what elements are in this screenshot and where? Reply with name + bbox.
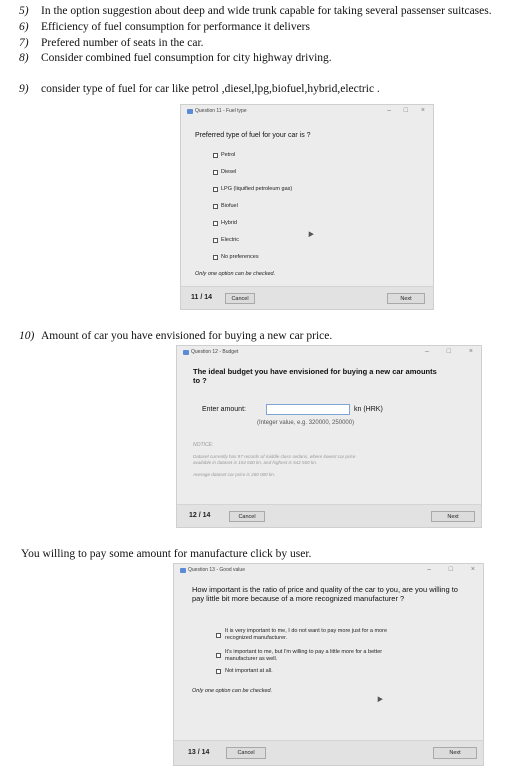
q13-option-3: Not important at all. (225, 668, 273, 674)
q13-checkbox-not-important[interactable] (216, 669, 221, 674)
q11-question: Preferred type of fuel for your car is ? (195, 132, 311, 139)
q12-page-count: 12 / 14 (189, 512, 211, 519)
q11-option-lpg: LPG (liquified petroleum gas) (221, 186, 293, 192)
app-icon (180, 568, 186, 573)
app-icon (183, 350, 189, 355)
q11-window (180, 104, 434, 310)
q11-titlebar (181, 105, 433, 119)
q12-window-title: Question 12 - Budget (191, 349, 239, 355)
q12-currency-label: kn (HRK) (354, 406, 383, 413)
q13-page-count: 13 / 14 (188, 749, 210, 756)
q13-checkbox-important-but-willing[interactable] (216, 653, 221, 658)
q12-notice-line-2: available in dataset is 154 600 kn, and highest is 542 500 kn. (193, 460, 318, 465)
q11-checkbox-hybrid[interactable] (213, 221, 218, 226)
q11-next-button[interactable]: Next (387, 293, 425, 304)
mouse-cursor-icon (306, 230, 314, 237)
q11-option-diesel: Diesel (221, 169, 237, 175)
maximize-icon[interactable]: □ (446, 348, 451, 355)
q11-option-petrol: Petrol (221, 152, 236, 158)
q13-window (173, 563, 484, 766)
q11-option-electric: Electric (221, 237, 240, 243)
q12-notice-title: NOTICE: (193, 442, 214, 448)
q11-checkbox-lpg[interactable] (213, 187, 218, 192)
q13-option-2-line-2: manufacturer as well. (225, 656, 278, 662)
q12-titlebar (177, 346, 481, 360)
minimize-icon[interactable]: – (427, 566, 431, 573)
q13-cancel-button[interactable]: Cancel (226, 747, 266, 759)
minimize-icon[interactable]: – (387, 107, 391, 114)
q12-next-button[interactable]: Next (431, 511, 475, 522)
q11-checkbox-biofuel[interactable] (213, 204, 218, 209)
q13-option-2-line-1: It's important to me, but I'm willing to pay a little more for a better (225, 649, 383, 655)
maximize-icon[interactable]: □ (448, 566, 453, 573)
maximize-icon[interactable]: □ (403, 107, 408, 114)
q13-next-button[interactable]: Next (433, 747, 477, 759)
q12-notice-line-1: Dataset currently has 97 records of middle class sedans, where lowest car price (193, 454, 356, 459)
q13-titlebar (174, 564, 483, 578)
q13-option-1-line-1: It is very important to me, I do not want to pay more just for a more (225, 628, 388, 634)
close-icon[interactable]: × (420, 107, 425, 114)
q11-checkbox-diesel[interactable] (213, 170, 218, 175)
close-icon[interactable]: × (468, 348, 473, 355)
q12-amount-label: Enter amount: (202, 406, 246, 413)
close-icon[interactable]: × (470, 566, 475, 573)
q12-amount-input[interactable] (266, 404, 350, 415)
q13-window-title: Question 13 - Good value (188, 567, 245, 573)
q12-cancel-button[interactable]: Cancel (229, 511, 265, 522)
q11-cancel-button[interactable]: Cancel (225, 293, 255, 304)
minimize-icon[interactable]: – (425, 348, 429, 355)
q13-note: Only one option can be checked. (192, 688, 273, 694)
q11-option-no-preferences: No preferences (221, 254, 259, 260)
q11-option-hybrid: Hybrid (221, 220, 237, 226)
q11-footer (181, 286, 433, 309)
q11-window-title: Question 11 - Fuel type (195, 108, 247, 114)
q12-question: The ideal budget you have envisioned for buying a new car amounts to ? (193, 367, 437, 385)
app-icon (187, 109, 193, 114)
q13-footer (174, 740, 483, 765)
q13-checkbox-very-important[interactable] (216, 633, 221, 638)
q12-footer (177, 504, 481, 527)
q12-window (176, 345, 482, 528)
q11-page-count: 11 / 14 (191, 294, 213, 301)
q12-amount-hint: (Integer value, e.g. 320000, 250000) (257, 420, 355, 426)
q13-question: How important is the ratio of price and quality of the car to you, are you willing to pay little bit more because of a more recognized manufacturer ? (192, 585, 458, 603)
q11-checkbox-no-preferences[interactable] (213, 255, 218, 260)
q11-option-biofuel: Biofuel (221, 203, 238, 209)
q13-option-1-line-2: recognized manufacturer. (225, 635, 288, 641)
q11-checkbox-electric[interactable] (213, 238, 218, 243)
q11-note: Only one option can be checked. (195, 271, 276, 277)
mouse-cursor-icon (375, 695, 383, 702)
q11-checkbox-petrol[interactable] (213, 153, 218, 158)
q12-notice-line-3: Average dataset car price is 260 000 kn. (193, 472, 276, 477)
